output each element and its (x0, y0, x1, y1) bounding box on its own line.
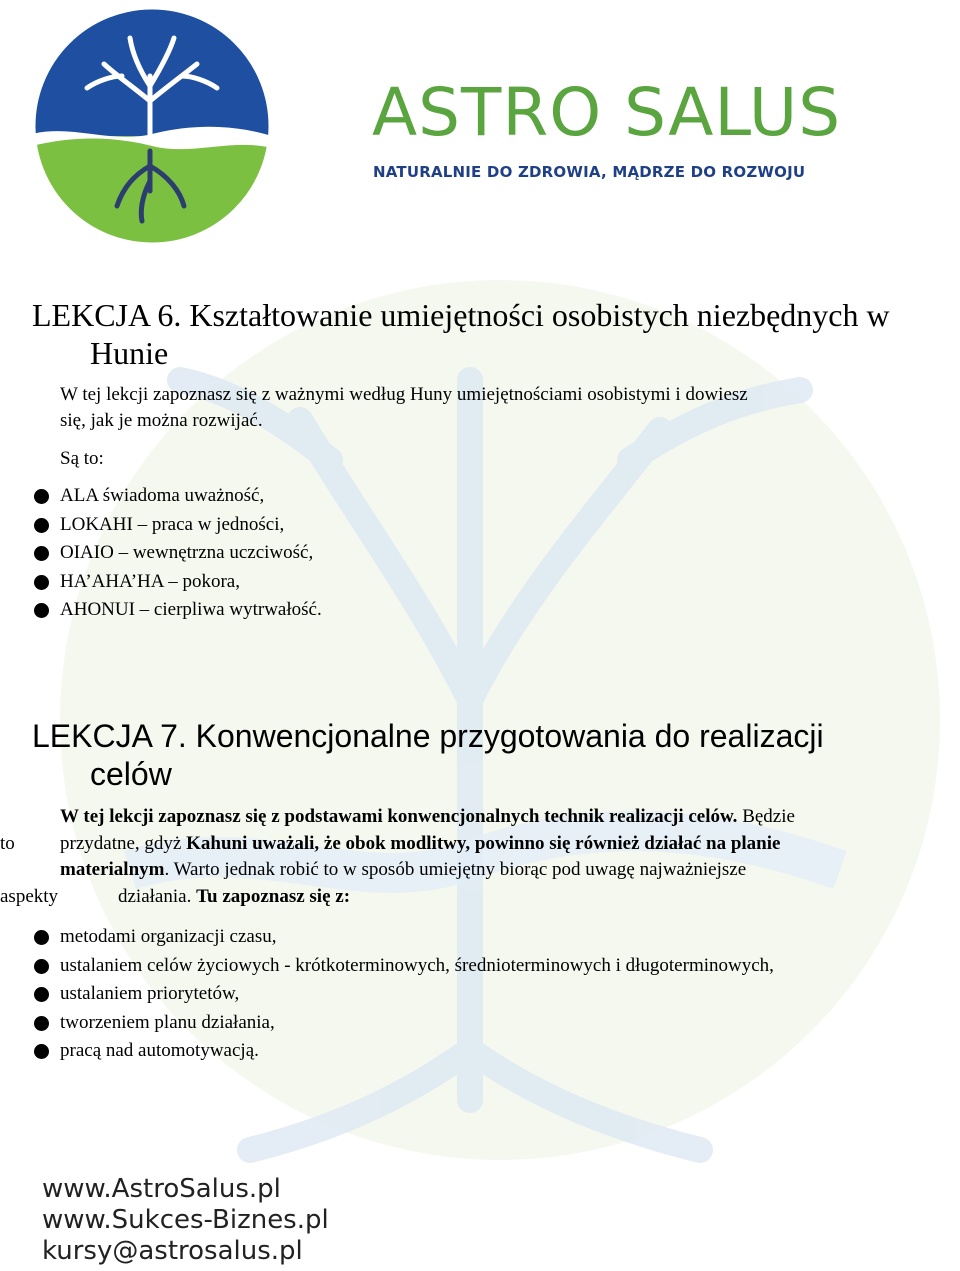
brand-name: ASTRO SALUS (372, 74, 842, 151)
lesson7-intro-line1: W tej lekcji zapoznasz się z podstawami konwencjonalnych technik realizacji celów. Będzie (60, 806, 795, 827)
lesson7-intro-line3: materialnym. Warto jednak robić to w sposób umiejętny biorąc pod uwagę najważniejsze (60, 859, 747, 880)
footer-link-astrosalus[interactable]: www.AstroSalus.pl (42, 1174, 281, 1204)
lesson6-title-line2: Hunie (90, 335, 169, 371)
lesson6-sa-to: Są to: (60, 448, 104, 469)
bullet-icon (34, 518, 49, 533)
lesson7-intro-line4: aspekty działania. Tu zapoznasz się z: (0, 885, 351, 907)
list-item: ustalaniem priorytetów, (34, 980, 774, 1009)
lesson7-intro-line2: to przydatne, gdyż Kahuni uważali, że obok modlitwy, powinno się również działać na planie (0, 832, 781, 854)
footer-contacts (42, 1174, 329, 1267)
lesson7-title-line2: celów (90, 756, 172, 792)
lesson7-list (34, 923, 774, 1066)
bullet-icon (34, 987, 49, 1002)
lesson6-title-line1: LEKCJA 6. Kształtowanie umiejętności osobistych niezbędnych w (32, 297, 890, 333)
list-item: AHONUI – cierpliwa wytrwałość. (34, 596, 322, 625)
lesson7-title-line1: LEKCJA 7. Konwencjonalne przygotowania do realizacji (32, 718, 824, 754)
list-item: ustalaniem celów życiowych - krótkoterminowych, średnioterminowych i długoterminowych, (34, 952, 774, 981)
lesson6-intro (60, 382, 940, 434)
lesson6-list (34, 482, 322, 625)
lesson6-intro-line1: W tej lekcji zapoznasz się z ważnymi według Huny umiejętnościami osobistymi i dowiesz (60, 384, 748, 405)
list-item: metodami organizacji czasu, (34, 923, 774, 952)
list-item: ALA świadoma uważność, (34, 482, 322, 511)
list-item: OIAIO – wewnętrzna uczciwość, (34, 539, 322, 568)
tree-of-life-icon (32, 6, 272, 246)
footer-link-sukces-biznes[interactable]: www.Sukces-Biznes.pl (42, 1205, 329, 1235)
bullet-icon (34, 489, 49, 504)
bullet-icon (34, 1044, 49, 1059)
bullet-icon (34, 546, 49, 561)
lesson6-title (32, 296, 952, 372)
bullet-icon (34, 930, 49, 945)
bullet-icon (34, 603, 49, 618)
lesson6-intro-line2: się, jak je można rozwijać. (60, 410, 263, 431)
bullet-icon (34, 575, 49, 590)
list-item: HA’AHA’HA – pokora, (34, 568, 322, 597)
list-item: tworzeniem planu działania, (34, 1009, 774, 1038)
lesson7-intro (0, 804, 960, 910)
bullet-icon (34, 1016, 49, 1031)
bullet-icon (34, 959, 49, 974)
lesson7-title (32, 717, 952, 793)
list-item: LOKAHI – praca w jedności, (34, 511, 322, 540)
list-item: pracą nad automotywacją. (34, 1037, 774, 1066)
brand-tagline: NATURALNIE DO ZDROWIA, MĄDRZE DO ROZWOJU (373, 163, 806, 181)
footer-email[interactable]: kursy@astrosalus.pl (42, 1236, 303, 1266)
